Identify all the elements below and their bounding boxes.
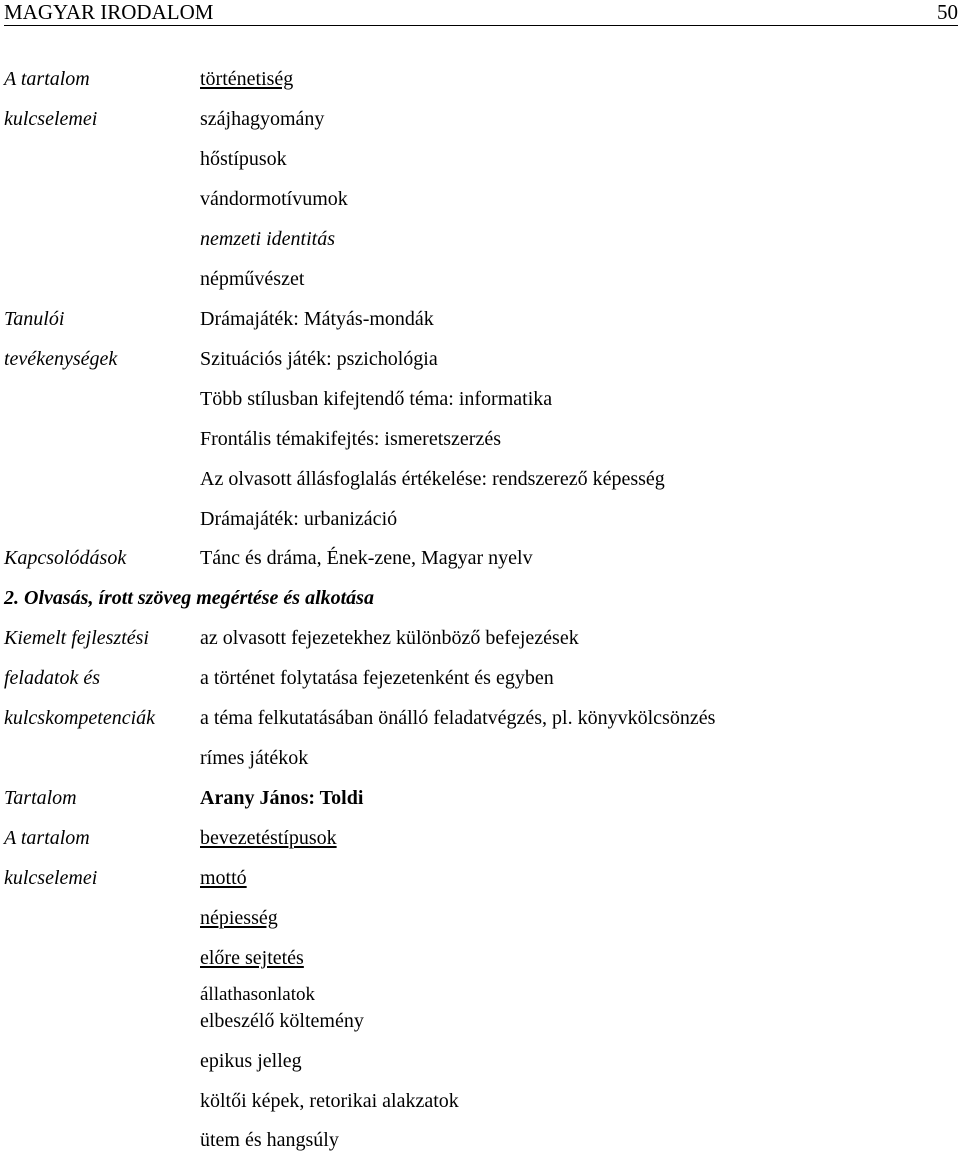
priority-task: a téma felkutatásában önálló feladatvégzés, pl. könyvkölcsönzés: [200, 707, 716, 729]
label-priority-tasks: kulcskompetenciák: [4, 707, 156, 729]
label-connections: Kapcsolódások: [4, 547, 127, 569]
key-element: történetiség: [200, 68, 294, 90]
key-element: bevezetéstípusok: [200, 827, 337, 849]
label-content-elements: kulcselemei: [4, 867, 98, 889]
section-heading: 2. Olvasás, írott szöveg megértése és alkotása: [4, 587, 374, 609]
priority-task: az olvasott fejezetekhez különböző befejezések: [200, 627, 579, 649]
content-title: Arany János: Toldi: [200, 787, 364, 809]
label-content-elements: A tartalom: [4, 68, 90, 90]
key-element: szájhagyomány: [200, 108, 325, 130]
key-element: hőstípusok: [200, 148, 287, 170]
label-priority-tasks: Kiemelt fejlesztési: [4, 627, 149, 649]
key-element: népiesség: [200, 907, 278, 929]
label-student-activities: tevékenységek: [4, 348, 118, 370]
key-element: állathasonlatok: [200, 984, 316, 1005]
label-student-activities: Tanulói: [4, 308, 65, 330]
activity-item: Több stílusban kifejtendő téma: informatika: [200, 388, 553, 410]
key-element: elbeszélő költemény: [200, 1010, 364, 1032]
key-element: mottó: [200, 867, 247, 889]
key-element: epikus jelleg: [200, 1050, 302, 1072]
page-header: [4, 0, 958, 26]
key-element: költői képek, retorikai alakzatok: [200, 1090, 459, 1112]
label-content-elements: A tartalom: [4, 827, 90, 849]
key-element: vándormotívumok: [200, 188, 348, 210]
key-element: előre sejtetés: [200, 947, 304, 969]
key-element: népművészet: [200, 268, 305, 290]
activity-item: Drámajáték: urbanizáció: [200, 508, 398, 530]
activity-item: Szituációs játék: pszichológia: [200, 348, 438, 370]
label-content-elements: kulcselemei: [4, 108, 98, 130]
activity-item: Az olvasott állásfoglalás értékelése: rendszerező képesség: [200, 468, 665, 490]
key-element: nemzeti identitás: [200, 228, 335, 250]
connections-value: Tánc és dráma, Ének-zene, Magyar nyelv: [200, 547, 533, 569]
page-number: 50: [937, 0, 958, 24]
activity-item: Drámajáték: Mátyás-mondák: [200, 308, 434, 330]
label-content: Tartalom: [4, 787, 77, 809]
key-element: ütem és hangsúly: [200, 1129, 339, 1151]
priority-task: rímes játékok: [200, 747, 309, 769]
header-title: MAGYAR IRODALOM: [4, 0, 214, 24]
activity-item: Frontális témakifejtés: ismeretszerzés: [200, 428, 502, 450]
priority-task: a történet folytatása fejezetenként és egyben: [200, 667, 554, 689]
label-priority-tasks: feladatok és: [4, 667, 101, 689]
